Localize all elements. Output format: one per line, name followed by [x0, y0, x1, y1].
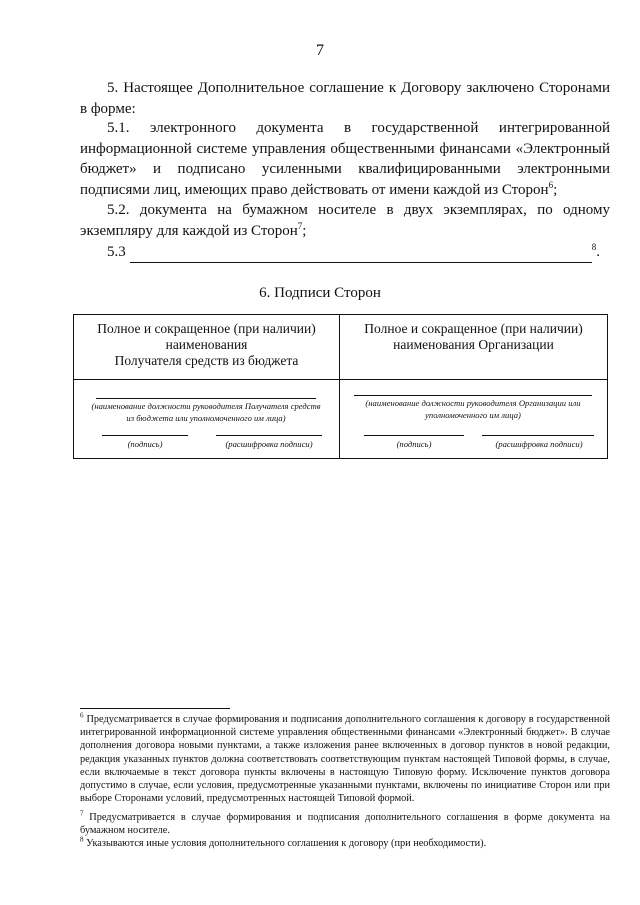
right-party-header: [340, 315, 608, 380]
section-5-1: [80, 118, 610, 200]
section-5-3-label: 5.3: [107, 244, 126, 260]
footnote-6: [80, 713, 610, 805]
section-5-intro: 5. Настоящее Дополнительное соглашение к Договору заключено Сторонами в форме:: [80, 80, 610, 117]
footnote-8-text: Указываются иные условия дополнительного соглашения к договору (при необходимости).: [86, 838, 487, 849]
left-decoding-hint: (расшифровка подписи): [225, 439, 313, 449]
section-5-3: [80, 242, 610, 263]
left-position-hint: (наименование должности руководителя Получателя средств из бюджета или уполномоченного им лица): [91, 401, 321, 423]
left-header-line-3: Получателя средств из бюджета: [114, 353, 299, 368]
footnote-7-text: Предусматривается в случае формирования и подписания дополнительного соглашения в форме документа на бумажном носителе.: [80, 812, 610, 837]
right-position-line: [354, 395, 592, 396]
section-5-1-text: 5.1. электронного документа в государственной интегрированной информационной системе управления общественными финансами «Электронный бюджет» и подписано усиленными квалифицированными электронными подписями лиц, имеющих право действовать от имени каждой из Сторон: [80, 120, 610, 198]
right-header-line-1: Полное и сокращенное (при наличии): [364, 321, 583, 336]
footnote-8: [80, 837, 610, 850]
footnote-7-number: 7: [80, 809, 84, 818]
footnote-8-number: 8: [80, 835, 84, 844]
left-header-line-1: Полное и сокращенное (при наличии): [97, 321, 316, 336]
section-5-3-end: .: [596, 244, 600, 260]
footnote-7: [80, 811, 610, 837]
section-5-2-text: 5.2. документа на бумажном носителе в двух экземплярах, по одному экземпляру для каждой из Сторон: [80, 202, 610, 239]
left-signature-hint: (подпись): [127, 439, 163, 449]
right-signature-line: [364, 435, 464, 436]
left-signature-block: [74, 380, 340, 459]
footnote-6-number: 6: [80, 711, 84, 720]
right-decoding-hint: (расшифровка подписи): [495, 439, 583, 449]
footnote-separator: [80, 708, 230, 709]
section-5-2-end: ;: [302, 222, 307, 239]
right-position-hint: (наименование должности руководителя Организации или уполномоченного им лица): [365, 398, 581, 420]
section-5-2: [80, 200, 610, 241]
section-6-title: 6. Подписи Сторон: [259, 285, 381, 301]
left-decoding-line: [216, 435, 322, 436]
signatures-table: [73, 314, 608, 459]
right-header-line-2: наименования Организации: [393, 337, 554, 352]
right-decoding-line: [482, 435, 594, 436]
page-number: 7: [316, 42, 324, 59]
left-signature-line: [102, 435, 188, 436]
left-party-header: [74, 315, 340, 380]
footnote-6-text: Предусматривается в случае формирования и подписания дополнительного соглашения к договору в государственной интегрированной информационной системе управления общественными финансами «Электронный бюджет». В случае дополнения договора новыми пунктами, а также изложения ранее включенных в договор пунктов в новой редакции, редакция указанных пунктов должна соответствовать соответствующим пунктам настоящей Типовой формы, в случае, если включаемые в текст договора пункты включены в настоящую Типовую форму. Исключение пунктов договора допустимо в случае, если условия, предусмотренные указанными пунктами, включены по инициативе Сторон или при выборе Сторонами условий, предусмотренных настоящей Типовой формой.: [80, 714, 611, 805]
right-signature-block: [340, 380, 608, 459]
footnote-ref-7: 7: [297, 220, 303, 231]
left-header-line-2: наименования: [165, 337, 248, 352]
right-signature-hint: (подпись): [396, 439, 432, 449]
left-position-line: [96, 398, 316, 399]
blank-fill-line: [130, 248, 592, 263]
section-5-1-end: ;: [553, 181, 558, 198]
footnote-ref-6: 6: [548, 179, 554, 190]
footnote-ref-8: 8: [591, 242, 597, 252]
